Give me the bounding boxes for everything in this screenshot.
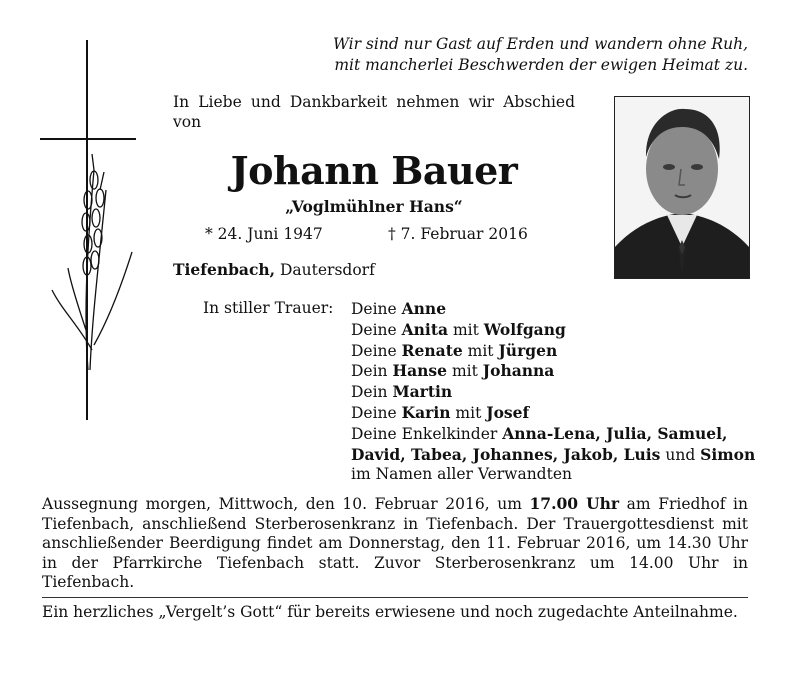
mourner-text: Deine [351, 403, 402, 422]
mourner-line [351, 320, 751, 341]
funeral-time: 17.00 Uhr [529, 494, 620, 513]
thanks-note: Ein herzliches „Vergelt’s Gott“ für bereits erwiesene und noch zugedachte Anteilnahme. [42, 603, 738, 621]
mourner-name: Martin [392, 382, 453, 402]
residence-village: Dautersdorf [275, 261, 375, 279]
mourner-line [351, 382, 751, 403]
mourner-line [351, 361, 751, 382]
cross-horizontal-bar [40, 138, 136, 140]
mourner-name: Simon [700, 444, 756, 464]
mourner-text: mit [447, 362, 483, 381]
funeral-details [42, 494, 748, 593]
mourner-name: David, Tabea, Johannes, Jakob, Luis [351, 444, 661, 464]
mourner-name: Anne [401, 299, 447, 318]
funeral-text-end: am Friedhof in Tiefenbach, anschließend Sterberosenkranz in Tiefenbach. Der Trauergottesdienst mit anschließender Beerdigung findet am Donnerstag, den 11. Februar 2016, um 14.30 Uhr in der Pfarrkirche Tiefenbach statt. Zuvor Sterberosenkranz um 14.00 Uhr in Tiefenbach. [42, 495, 748, 591]
residence [173, 260, 375, 279]
mourner-line [351, 299, 751, 320]
mourner-name: Josef [486, 402, 530, 422]
mourner-text: Deine [351, 341, 402, 360]
mourner-text: und [660, 445, 701, 464]
deceased-name: Johann Bauer [230, 148, 518, 193]
mourner-name: Hanse [392, 361, 448, 381]
mourners-list [351, 299, 756, 485]
mourner-name: Wolfgang [483, 319, 566, 339]
mourning-label: In stiller Trauer: [203, 299, 334, 317]
mourner-line [351, 341, 751, 362]
quote-line-1: Wir sind nur Gast auf Erden und wandern ohne Ruh, [332, 35, 748, 53]
divider [42, 597, 748, 598]
wheat-ear-icon [48, 150, 138, 375]
deceased-nickname: „Voglmühlner Hans“ [285, 197, 463, 216]
mourner-text: Dein [351, 362, 393, 381]
epigraph-quote [300, 34, 748, 76]
mourner-name: Johanna [482, 361, 555, 381]
portrait-photo [614, 96, 750, 279]
mourner-text: mit [450, 403, 487, 422]
funeral-text-start: Aussegnung morgen, Mittwoch, den 10. Februar 2016, um [42, 495, 530, 513]
mourner-line [351, 465, 751, 485]
mourner-name: Karin [401, 402, 451, 422]
mourner-text: Deine [351, 320, 402, 339]
mourner-text: Deine Enkelkinder [351, 424, 503, 443]
mourner-name: Jürgen [498, 340, 558, 360]
mourner-name: Anna-Lena, Julia, Samuel, [502, 423, 728, 443]
quote-line-2: mit mancherlei Beschwerden der ewigen Heimat zu. [334, 56, 748, 74]
mourner-text: mit [462, 341, 499, 360]
mourner-text: Dein [351, 383, 393, 402]
residence-town: Tiefenbach, [173, 260, 276, 279]
mourner-text: im Namen aller Verwandten [351, 465, 572, 484]
intro-text: In Liebe und Dankbarkeit nehmen wir Abschied von [173, 93, 575, 131]
death-date: † 7. Februar 2016 [388, 225, 528, 243]
mourner-name: Renate [401, 340, 463, 360]
mourner-line [351, 403, 751, 424]
mourner-text: Deine [351, 300, 402, 318]
mourner-line [351, 424, 751, 445]
mourner-name: Anita [401, 319, 449, 339]
mourner-text: mit [448, 320, 484, 339]
birth-date: * 24. Juni 1947 [205, 225, 323, 243]
mourner-line [351, 444, 756, 466]
